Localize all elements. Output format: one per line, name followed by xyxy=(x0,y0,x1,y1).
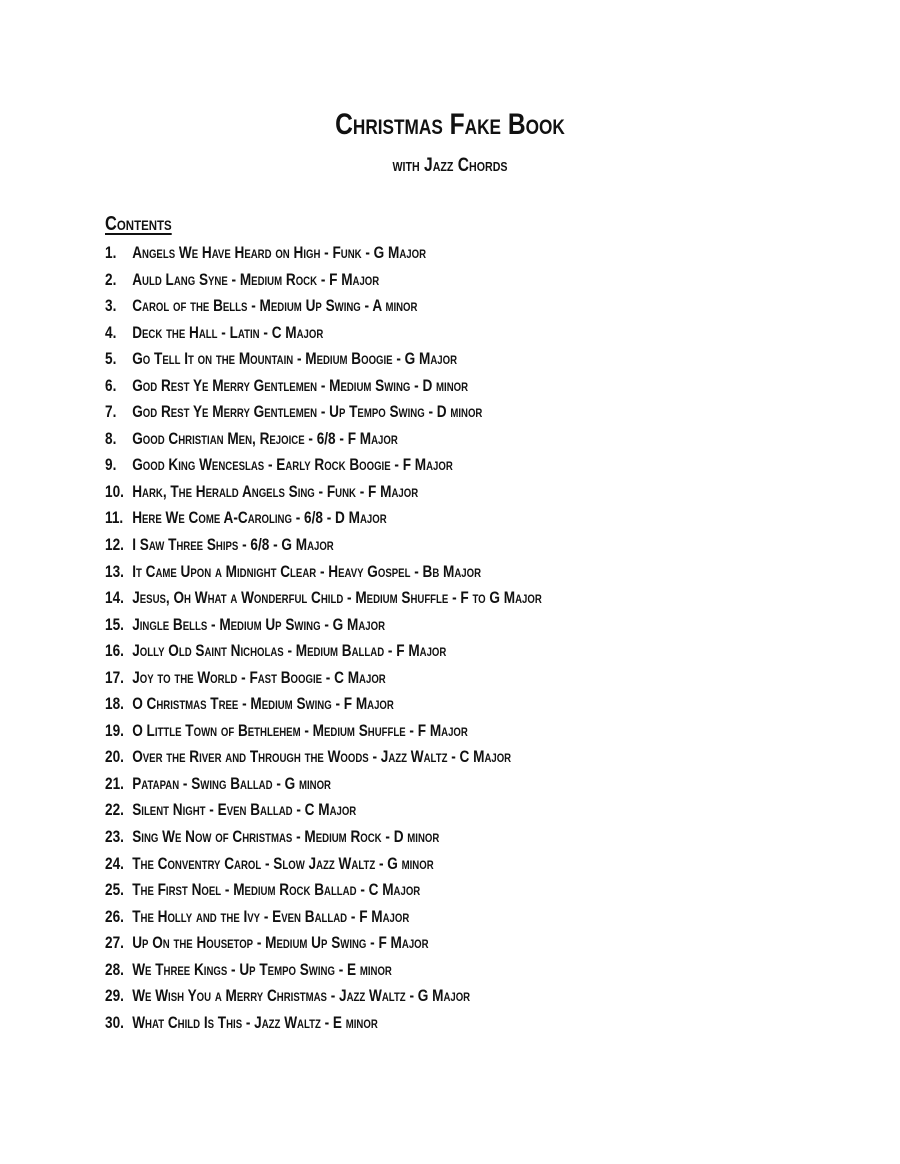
contents-item xyxy=(105,744,665,771)
contents-item-text: We Wish You a Merry Christmas - Jazz Waltz - G Major xyxy=(132,986,471,1006)
contents-item xyxy=(105,240,665,267)
contents-item xyxy=(105,1010,665,1037)
contents-item-text: Silent Night - Even Ballad - C Major xyxy=(132,800,357,820)
contents-item-text: Jolly Old Saint Nicholas - Medium Ballad - F Major xyxy=(132,641,447,661)
contents-item-number: 1. xyxy=(105,243,117,262)
contents-item-number: 3. xyxy=(105,296,117,316)
contents-item-number: 13. xyxy=(105,561,124,581)
contents-list xyxy=(105,240,805,1036)
contents-item-number: 25. xyxy=(105,880,124,900)
contents-item xyxy=(105,851,665,878)
contents-item-text: What Child Is This - Jazz Waltz - E minor xyxy=(132,1012,378,1032)
contents-item-text: Auld Lang Syne - Medium Rock - F Major xyxy=(132,269,380,289)
contents-item-number: 28. xyxy=(105,959,124,979)
contents-item xyxy=(105,983,665,1010)
contents-item-text: Carol of the Bells - Medium Up Swing - A minor xyxy=(132,296,418,316)
contents-item-text: Joy to the World - Fast Boogie - C Major xyxy=(132,667,386,687)
contents-item-number: 21. xyxy=(105,773,124,793)
contents-item-number: 24. xyxy=(105,853,124,873)
contents-item xyxy=(105,930,665,957)
contents-item xyxy=(105,532,665,559)
contents-item xyxy=(105,585,665,612)
contents-item-number: 14. xyxy=(105,588,124,608)
contents-item-text: Go Tell It on the Mountain - Medium Boogie - G Major xyxy=(132,349,458,369)
contents-item-text: The Conventry Carol - Slow Jazz Waltz - G minor xyxy=(132,853,434,873)
contents-item xyxy=(105,320,665,347)
contents-item-number: 16. xyxy=(105,641,124,661)
contents-item xyxy=(105,373,665,400)
document-title: Christmas Fake Book xyxy=(335,108,565,141)
contents-item-text: O Christmas Tree - Medium Swing - F Major xyxy=(132,694,394,714)
contents-item-text: Here We Come A-Caroling - 6/8 - D Major xyxy=(132,508,387,528)
contents-item-number: 27. xyxy=(105,933,124,953)
contents-item xyxy=(105,293,665,320)
contents-item-number: 7. xyxy=(105,402,117,422)
contents-item-text: Angels We Have Heard on High - Funk - G Major xyxy=(132,243,427,262)
contents-item xyxy=(105,904,665,931)
contents-item-number: 4. xyxy=(105,322,117,342)
contents-item xyxy=(105,718,665,745)
contents-item-number: 6. xyxy=(105,375,117,395)
contents-item xyxy=(105,399,665,426)
contents-item-text: The Holly and the Ivy - Even Ballad - F Major xyxy=(132,906,410,926)
contents-item-text: God Rest Ye Merry Gentlemen - Up Tempo Swing - D minor xyxy=(132,402,483,422)
contents-item-number: 17. xyxy=(105,667,124,687)
contents-item-number: 5. xyxy=(105,349,117,369)
contents-item-number: 30. xyxy=(105,1012,124,1032)
contents-item xyxy=(105,452,665,479)
contents-item-text: Hark, The Herald Angels Sing - Funk - F Major xyxy=(132,481,419,501)
contents-item-text: We Three Kings - Up Tempo Swing - E minor xyxy=(132,959,392,979)
contents-item xyxy=(105,346,665,373)
contents-item-text: Good King Wenceslas - Early Rock Boogie - F Major xyxy=(132,455,453,475)
contents-item xyxy=(105,638,665,665)
contents-item-text: The First Noel - Medium Rock Ballad - C Major xyxy=(132,880,421,900)
contents-item xyxy=(105,957,665,984)
document-subtitle: with Jazz Chords xyxy=(392,155,508,176)
contents-item xyxy=(105,612,665,639)
contents-item xyxy=(105,797,665,824)
contents-item xyxy=(105,877,665,904)
contents-item-number: 23. xyxy=(105,827,124,847)
contents-item xyxy=(105,559,665,586)
contents-item-text: Up On the Housetop - Medium Up Swing - F Major xyxy=(132,933,429,953)
contents-item-text: Good Christian Men, Rejoice - 6/8 - F Major xyxy=(132,428,398,448)
contents-item-text: Over the River and Through the Woods - Jazz Waltz - C Major xyxy=(132,747,512,767)
contents-item-number: 29. xyxy=(105,986,124,1006)
contents-item-number: 11. xyxy=(105,508,124,528)
contents-item xyxy=(105,426,665,453)
contents-item-text: Patapan - Swing Ballad - G minor xyxy=(132,773,331,793)
contents-item xyxy=(105,824,665,851)
contents-item-number: 10. xyxy=(105,481,124,501)
contents-item-number: 18. xyxy=(105,694,124,714)
contents-item-number: 9. xyxy=(105,455,117,475)
contents-item-number: 20. xyxy=(105,747,124,767)
contents-item-text: Deck the Hall - Latin - C Major xyxy=(132,322,324,342)
contents-item xyxy=(105,665,665,692)
contents-item-text: It Came Upon a Midnight Clear - Heavy Gospel - Bb Major xyxy=(132,561,482,581)
contents-item-number: 19. xyxy=(105,720,124,740)
contents-item-number: 8. xyxy=(105,428,117,448)
contents-item xyxy=(105,267,665,294)
contents-item xyxy=(105,691,665,718)
contents-heading: Contents xyxy=(105,213,172,235)
contents-item-number: 12. xyxy=(105,535,124,555)
contents-item-number: 26. xyxy=(105,906,124,926)
contents-item-number: 22. xyxy=(105,800,124,820)
contents-item xyxy=(105,479,665,506)
contents-item-number: 15. xyxy=(105,614,124,634)
contents-item-text: God Rest Ye Merry Gentlemen - Medium Swing - D minor xyxy=(132,375,469,395)
contents-item-text: Jingle Bells - Medium Up Swing - G Major xyxy=(132,614,386,634)
contents-item-text: I Saw Three Ships - 6/8 - G Major xyxy=(132,535,334,555)
contents-item-text: Jesus, Oh What a Wonderful Child - Medium Shuffle - F to G Major xyxy=(132,588,542,608)
contents-item xyxy=(105,771,665,798)
contents-item xyxy=(105,505,665,532)
contents-item-text: O Little Town of Bethlehem - Medium Shuffle - F Major xyxy=(132,720,468,740)
contents-item-number: 2. xyxy=(105,269,117,289)
contents-item-text: Sing We Now of Christmas - Medium Rock - D minor xyxy=(132,827,440,847)
